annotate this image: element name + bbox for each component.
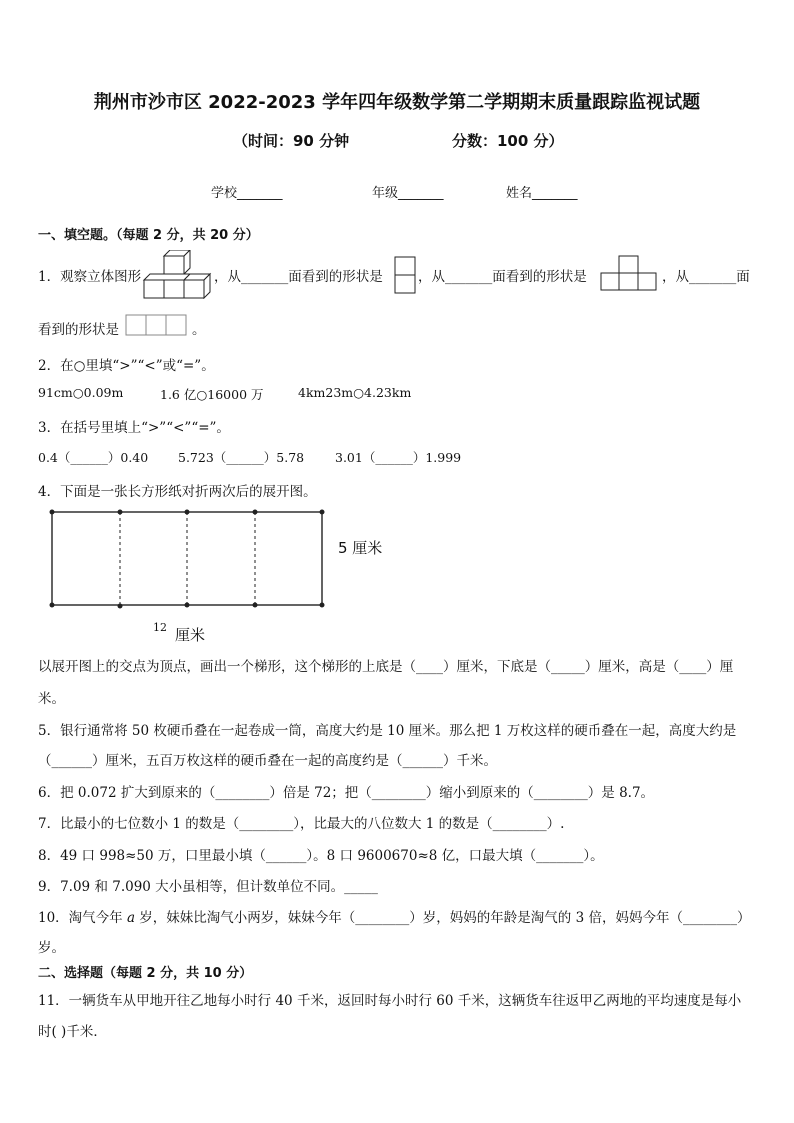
q4-line-2: 米。 (38, 691, 65, 707)
q4-text: 4．下面是一张长方形纸对折两次后的展开图。 (38, 484, 317, 500)
q6-text: 6．把 0.072 扩大到原来的（________）倍是 72；把（________）缩小到原来的（________）是 8.7。 (38, 785, 655, 801)
view-shape-1-icon (394, 256, 416, 294)
q2-item-3[interactable]: 4km23m○4.23km (298, 385, 412, 400)
q11-line-1: 11．一辆货车从甲地开往乙地每小时行 40 千米，返回时每小时行 60 千米，这辆货车往返甲乙两地的平均速度是每小 (38, 993, 742, 1009)
q1-text-d: ，从_______面 (662, 269, 750, 285)
q3-item-2[interactable]: 5.723（______）5.78 (178, 450, 305, 465)
q1-text-b: ，从_______面看到的形状是 (214, 269, 383, 285)
exam-score: 分数：100 分） (452, 132, 564, 150)
q8-text: 8．49 口 998≈50 万，口里最小填（______）。8 口 9600670≈8 亿，口最大填（_______）。 (38, 848, 604, 864)
q1-text-f: 。 (192, 322, 206, 338)
q1-text-a: 1．观察立体图形 (38, 269, 142, 285)
q4-width-unit: 厘米 (175, 626, 206, 644)
q7-text: 7．比最小的七位数小 1 的数是（________），比最大的八位数大 1 的数是（________）. (38, 816, 565, 832)
q2-text: 2．在○里填“>”“<”或“=”。 (38, 358, 215, 374)
q4-width-number: 12 (153, 621, 167, 634)
solid-figure-icon (142, 250, 212, 299)
q2-item-1[interactable]: 91cm○0.09m (38, 385, 124, 400)
q3-text: 3．在括号里填上“>”“<”“=”。 (38, 420, 230, 436)
q11-line-2: 时( )千米． (38, 1024, 107, 1040)
q4-height-label: 5 厘米 (338, 539, 383, 557)
view-shape-3-icon (125, 314, 189, 336)
q1-text-c: ，从_______面看到的形状是 (418, 269, 587, 285)
unfolded-paper-diagram (46, 506, 330, 614)
view-shape-2-icon (600, 255, 658, 292)
school-field[interactable]: 学校_______ (211, 186, 283, 201)
name-field[interactable]: 姓名_______ (506, 186, 578, 201)
q3-item-1[interactable]: 0.4（______）0.40 (38, 450, 149, 465)
q5-line-1: 5．银行通常将 50 枚硬币叠在一起卷成一筒，高度大约是 10 厘米。那么把 1 万枚这样的硬币叠在一起，高度大约是 (38, 723, 737, 739)
q10-line-2: 岁。 (38, 940, 65, 956)
exam-time: （时间：90 分钟 (233, 132, 350, 150)
q3-item-3[interactable]: 3.01（______）1.999 (335, 450, 462, 465)
grade-field[interactable]: 年级_______ (372, 186, 444, 201)
q2-item-2[interactable]: 1.6 亿○16000 万 (160, 387, 264, 402)
q9-text: 9．7.09 和 7.090 大小虽相等，但计数单位不同。_____ (38, 879, 378, 895)
q5-line-2: （______）厘米，五百万枚这样的硬币叠在一起的高度约是（______）千米。 (38, 753, 497, 769)
page-title: 荆州市沙市区 2022-2023 学年四年级数学第二学期期末质量跟踪监视试题 (93, 92, 701, 113)
section-heading-fill-blank: 一、填空题。（每题 2 分，共 20 分） (38, 228, 259, 243)
section-heading-choice: 二、选择题（每题 2 分，共 10 分） (38, 966, 253, 981)
q10-line-1: 10．淘气今年 𝑎 岁，妹妹比淘气小两岁，妹妹今年（________）岁，妈妈的年龄是淘气的 3 倍，妈妈今年（________） (38, 910, 751, 926)
q1-text-e: 看到的形状是 (38, 322, 119, 338)
q4-line-1: 以展开图上的交点为顶点，画出一个梯形，这个梯形的上底是（____）厘米，下底是（_____）厘米，高是（____）厘 (38, 659, 734, 675)
